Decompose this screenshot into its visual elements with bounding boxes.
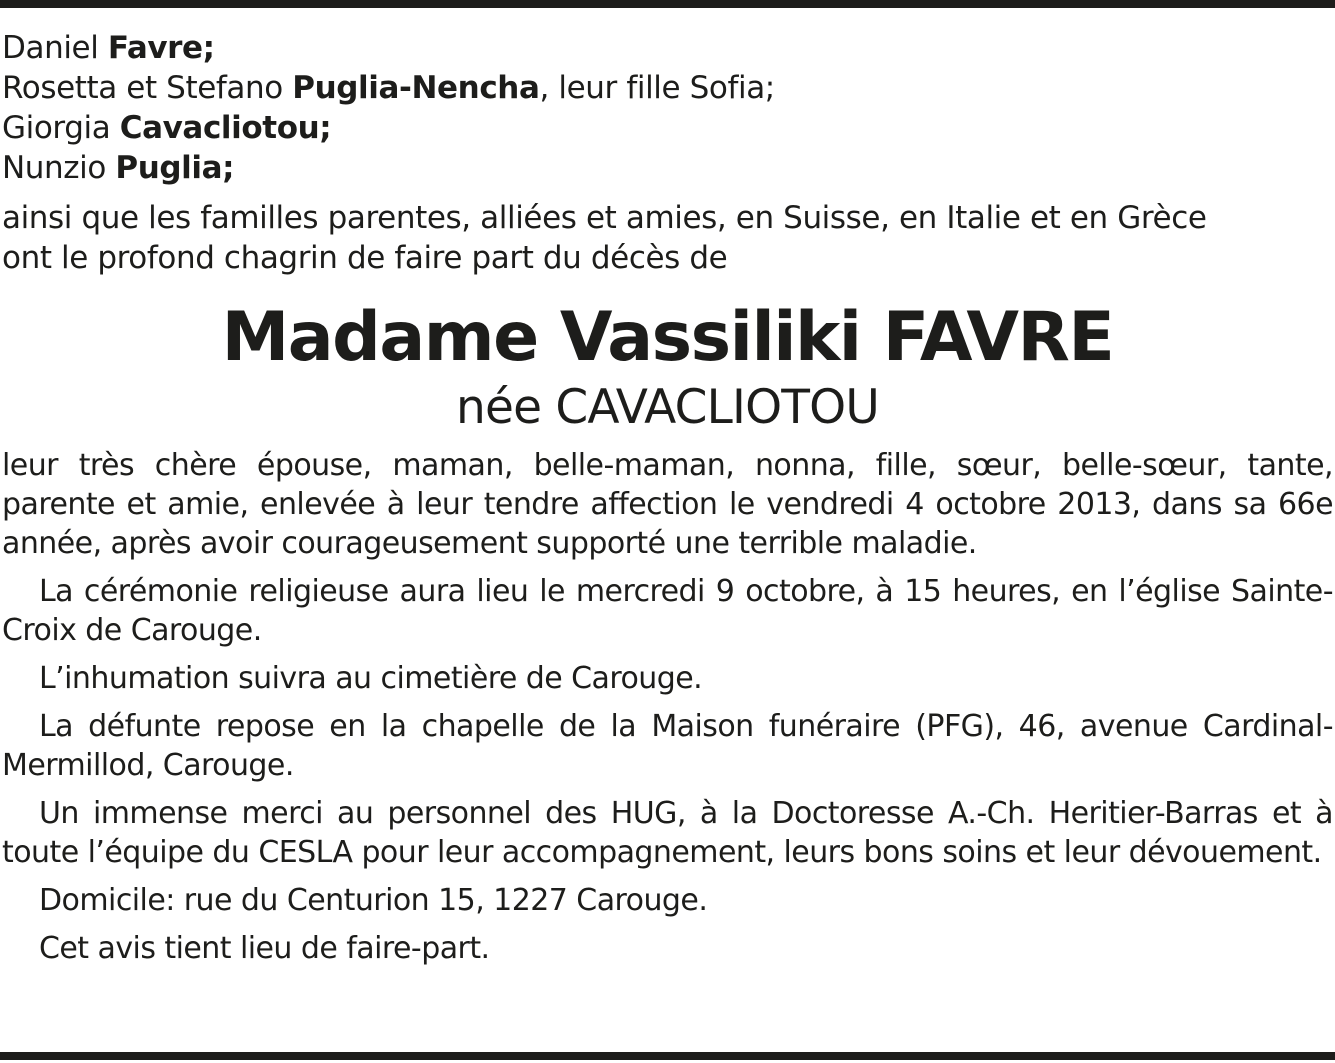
mourner-suffix: , leur fille Sofia;	[539, 70, 775, 106]
domicile-paragraph: Domicile: rue du Centurion 15, 1227 Carouge.	[39, 883, 708, 918]
intro-line-announcement: ont le profond chagrin de faire part du décès de	[2, 240, 728, 276]
mourner-first-name: Giorgia	[2, 110, 120, 146]
notice-paragraph: Cet avis tient lieu de faire-part.	[39, 931, 490, 966]
bottom-rule	[0, 1052, 1335, 1060]
mourner-line	[2, 148, 1333, 188]
mourner-line	[2, 108, 1333, 148]
mourner-line	[2, 28, 1333, 68]
mourner-first-name: Nunzio	[2, 150, 116, 186]
burial-paragraph: L’inhumation suivra au cimetière de Carouge.	[39, 661, 703, 696]
mourner-first-name: Daniel	[2, 30, 108, 66]
mourner-last-name: Puglia-Nencha	[292, 70, 540, 106]
repose-paragraph: La défunte repose en la chapelle de la Maison funéraire (PFG), 46, avenue Cardinal-Mermillod, Carouge.	[2, 709, 1333, 783]
deceased-maiden-name: née CAVACLIOTOU	[456, 380, 879, 435]
announcement-intro	[2, 198, 1333, 278]
mourner-last-name: Favre;	[107, 30, 215, 66]
intro-line-families: ainsi que les familles parentes, alliées et amies, en Suisse, en Italie et en Grèce	[2, 200, 1207, 236]
mourner-line	[2, 68, 1333, 108]
description-paragraph: leur très chère épouse, maman, belle-maman, nonna, fille, sœur, belle-sœur, tante, parente et amie, enlevée à leur tendre affection le vendredi 4 octobre 2013, dans sa 66e année, après avoir courageusement supporté une terrible maladie.	[2, 448, 1333, 561]
mourner-first-name: Rosetta et Stefano	[2, 70, 293, 106]
deceased-name: Madame Vassiliki FAVRE	[221, 298, 1114, 377]
top-rule	[0, 0, 1335, 8]
obituary-notice	[2, 28, 1333, 968]
thanks-paragraph: Un immense merci au personnel des HUG, à la Doctoresse A.-Ch. Heritier-Barras et à toute l’équipe du CESLA pour leur accompagnement, leurs bons soins et leur dévouement.	[2, 796, 1333, 870]
mourners-list	[2, 28, 1333, 188]
mourner-last-name: Puglia;	[115, 150, 235, 186]
mourner-last-name: Cavacliotou;	[119, 110, 332, 146]
ceremony-paragraph: La cérémonie religieuse aura lieu le mercredi 9 octobre, à 15 heures, en l’église Sainte-Croix de Carouge.	[2, 574, 1333, 648]
